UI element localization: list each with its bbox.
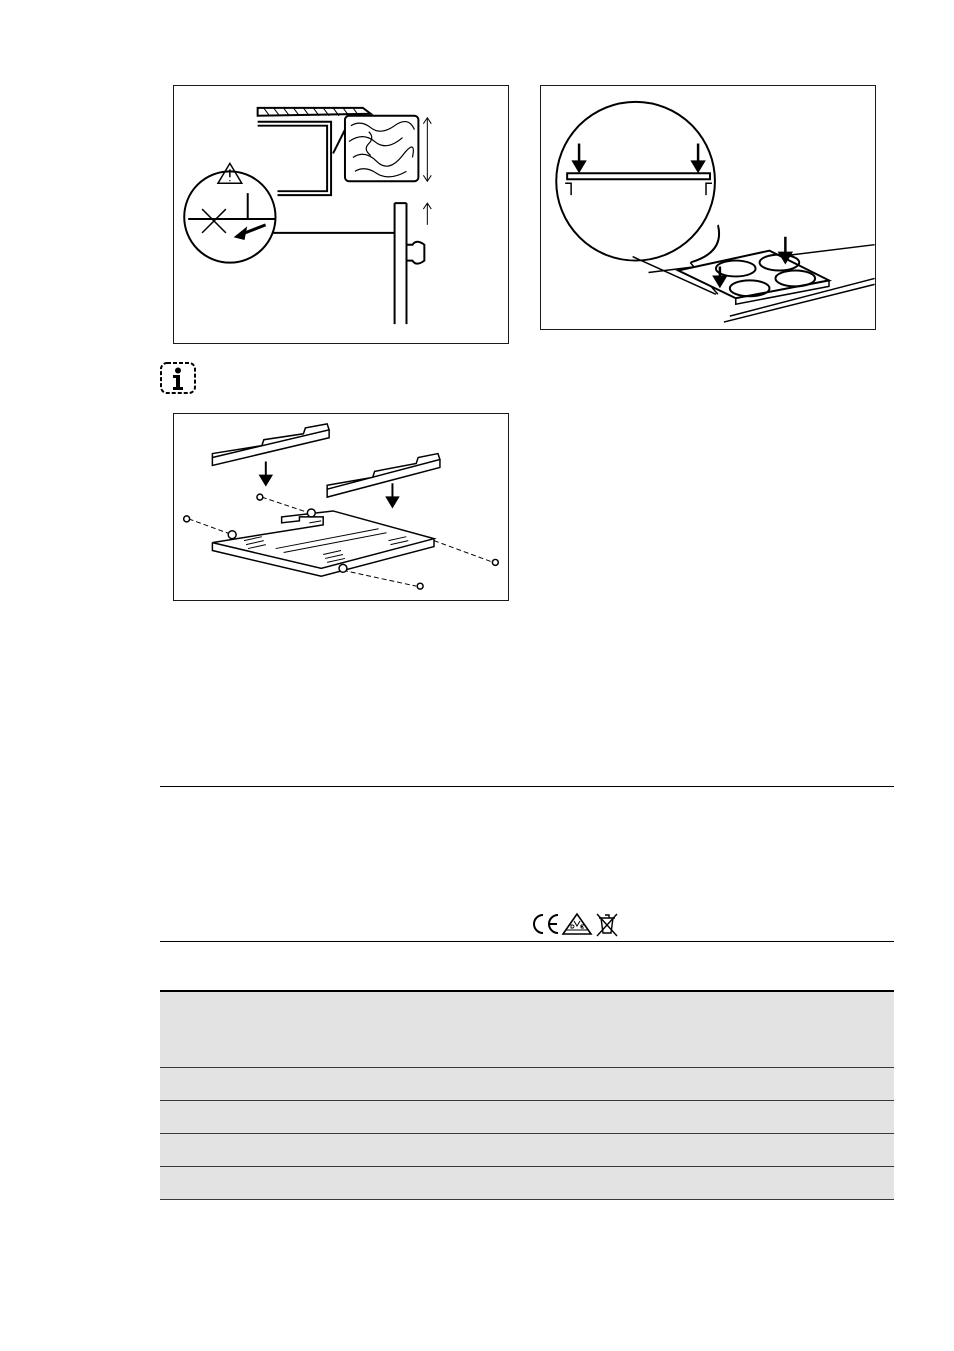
certification-marks: [527, 910, 623, 938]
ce-mark-icon: [534, 915, 558, 933]
figure-bracket-assembly: [173, 413, 509, 601]
table-row: [160, 1101, 894, 1134]
figure-installation-section: [173, 85, 509, 344]
table-header-row: [160, 990, 894, 1068]
table-row: [160, 1068, 894, 1101]
figure-hob-placement: [540, 85, 876, 330]
weee-bin-icon: [597, 914, 617, 936]
installation-section-drawing: [174, 86, 508, 343]
hob-placement-drawing: [541, 86, 875, 329]
table-row: [160, 1134, 894, 1167]
section-divider-bottom: [160, 941, 894, 942]
bracket-assembly-drawing: [174, 414, 508, 600]
section-divider-top: [160, 786, 894, 787]
info-icon: [160, 362, 196, 394]
specification-table: [160, 990, 894, 1200]
vde-mark-icon: [563, 914, 591, 934]
table-row: [160, 1167, 894, 1200]
